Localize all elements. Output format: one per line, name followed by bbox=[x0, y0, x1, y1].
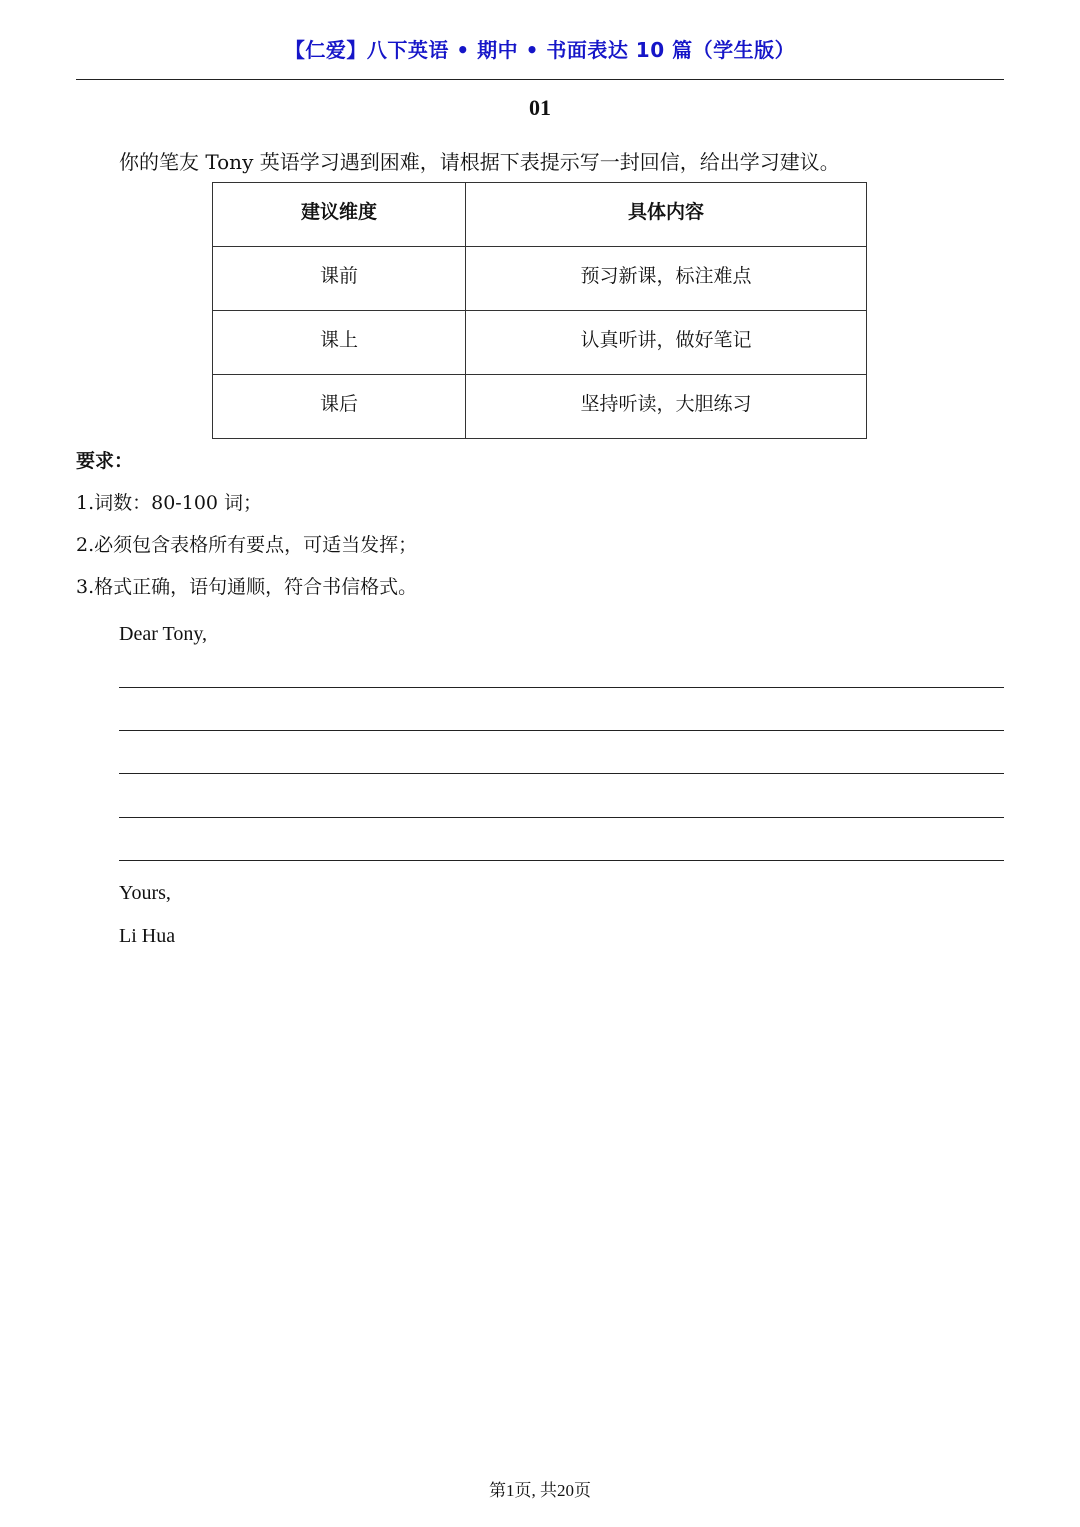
table-header-dimension: 建议维度 bbox=[213, 183, 466, 247]
table-cell-dimension: 课前 bbox=[213, 247, 466, 311]
writing-line bbox=[119, 773, 1004, 774]
letter-signature: Li Hua bbox=[119, 925, 176, 947]
table-cell-dimension: 课上 bbox=[213, 311, 466, 375]
requirements-heading: 要求： bbox=[76, 450, 134, 472]
table-row bbox=[213, 311, 867, 375]
requirement-item: 1.词数：80-100 词； bbox=[76, 492, 263, 514]
advice-table bbox=[212, 182, 867, 439]
requirement-item: 3.格式正确，语句通顺，符合书信格式。 bbox=[76, 576, 418, 598]
header-divider bbox=[76, 79, 1004, 80]
table-header-row bbox=[213, 183, 867, 247]
table-cell-dimension: 课后 bbox=[213, 375, 466, 439]
writing-line bbox=[119, 817, 1004, 818]
table-cell-content: 预习新课，标注难点 bbox=[466, 247, 867, 311]
letter-salutation: Dear Tony, bbox=[119, 623, 208, 645]
page-footer: 第1页, 共20页 bbox=[489, 1481, 591, 1500]
table-cell-content: 认真听讲，做好笔记 bbox=[466, 311, 867, 375]
task-prompt: 你的笔友 Tony 英语学习遇到困难，请根据下表提示写一封回信，给出学习建议。 bbox=[119, 150, 840, 174]
writing-line bbox=[119, 730, 1004, 731]
requirement-item: 2.必须包含表格所有要点，可适当发挥； bbox=[76, 534, 418, 556]
writing-line bbox=[119, 860, 1004, 861]
table-cell-content: 坚持听读，大胆练习 bbox=[466, 375, 867, 439]
table-header-content: 具体内容 bbox=[466, 183, 867, 247]
section-number: 01 bbox=[529, 95, 551, 120]
letter-closing: Yours, bbox=[119, 882, 171, 904]
table-row bbox=[213, 247, 867, 311]
document-header-title: 【仁爱】八下英语 • 期中 • 书面表达 10 篇（学生版） bbox=[284, 38, 796, 62]
writing-line bbox=[119, 687, 1004, 688]
table-row bbox=[213, 375, 867, 439]
